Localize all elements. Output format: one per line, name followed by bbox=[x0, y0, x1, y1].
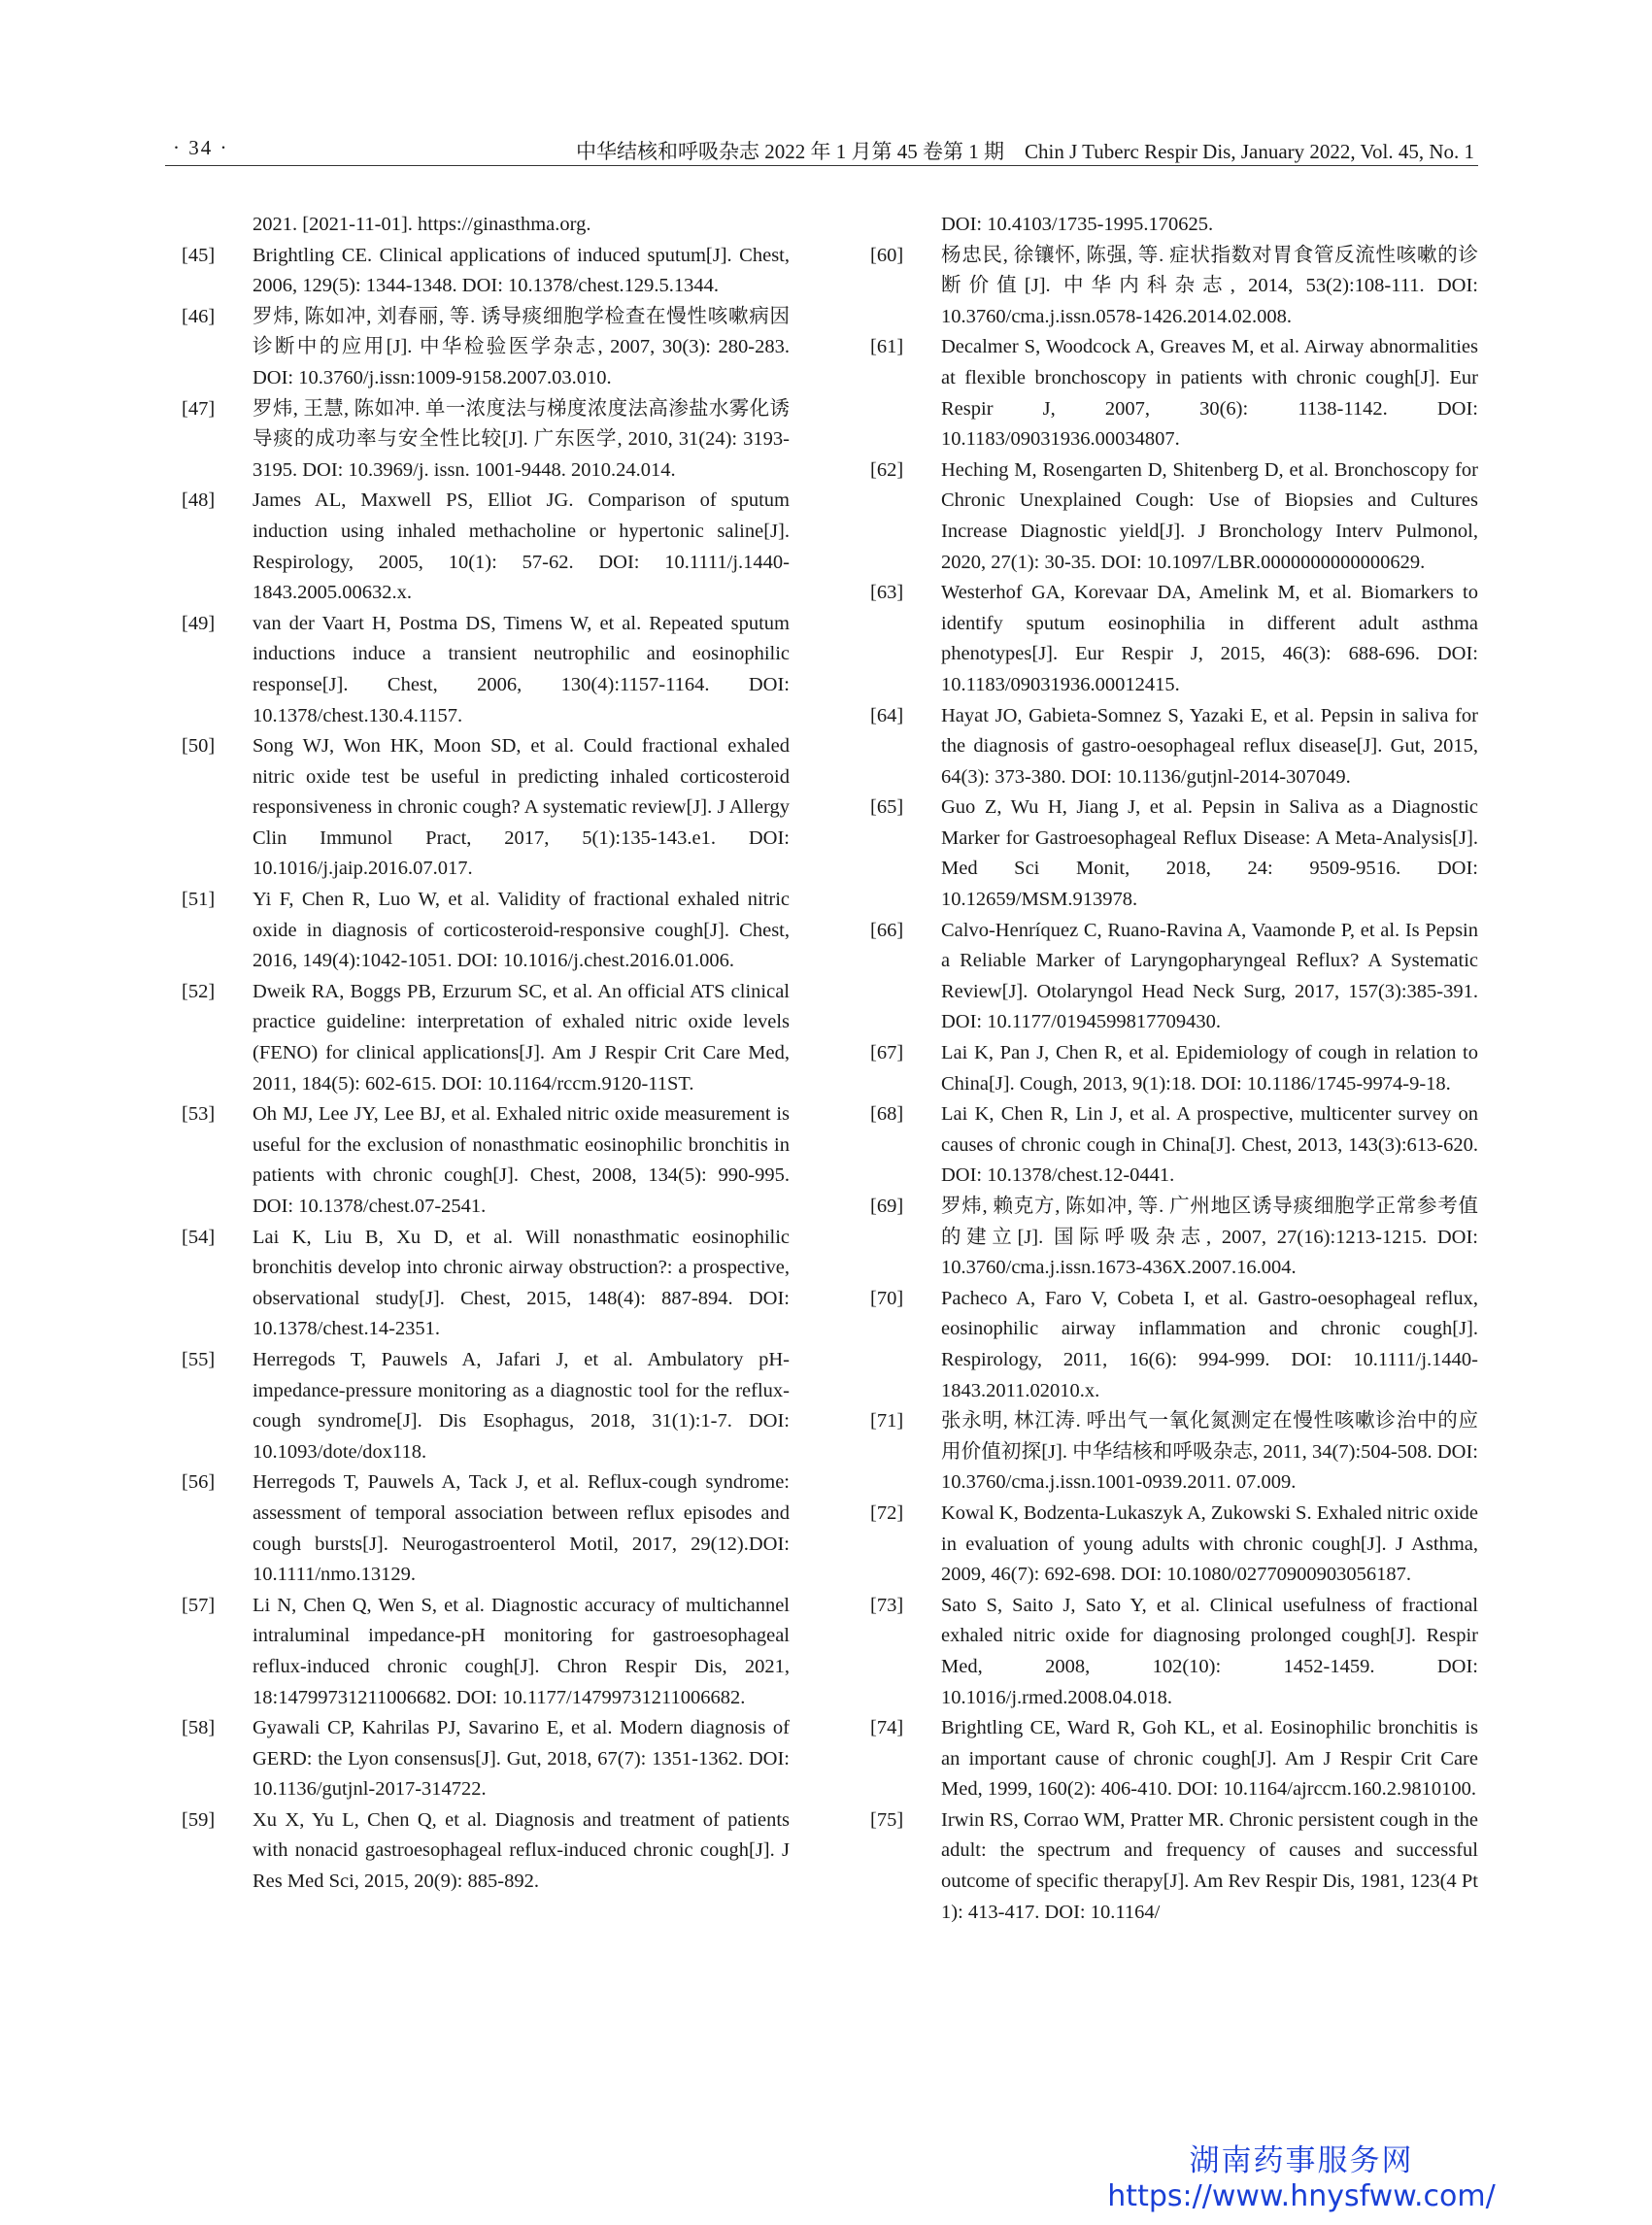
reference-text: Oh MJ, Lee JY, Lee BJ, et al. Exhaled nitric oxide measurement is useful for the exclusion of nonasthmatic eosinophilic bronchitis in patients with chronic cough[J]. Chest, 2008, 134(5): 990-995. DOI: 10.1378/chest.07-2541. bbox=[253, 1103, 790, 1217]
reference-list bbox=[870, 241, 1478, 1929]
reference-text: Sato S, Saito J, Sato Y, et al. Clinical usefulness of fractional exhaled nitric oxide for diagnosing prolonged cough[J]. Respir Med, 2008, 102(10): 1452-1459. DOI: 10.1016/j.rmed.2008.04.018. bbox=[941, 1594, 1478, 1708]
site-watermark bbox=[1097, 2142, 1505, 2214]
reference-number: [61] bbox=[870, 336, 904, 358]
reference-entry bbox=[182, 1345, 790, 1467]
reference-entry bbox=[182, 977, 790, 1099]
reference-entry bbox=[870, 455, 1478, 578]
reference-entry bbox=[870, 241, 1478, 333]
reference-entry bbox=[182, 1467, 790, 1590]
reference-number: [56] bbox=[182, 1471, 216, 1494]
running-header bbox=[165, 132, 1478, 166]
reference-number: [54] bbox=[182, 1226, 216, 1248]
reference-number: [64] bbox=[870, 704, 904, 726]
references-left-column bbox=[182, 210, 790, 1898]
reference-number: [50] bbox=[182, 735, 216, 758]
reference-text: Lai K, Pan J, Chen R, et al. Epidemiology of cough in relation to China[J]. Cough, 2013, 9(1):18. DOI: 10.1186/1745-9974-9-18. bbox=[941, 1042, 1478, 1095]
reference-entry bbox=[182, 1713, 790, 1805]
reference-text: Lai K, Liu B, Xu D, et al. Will nonasthmatic eosinophilic bronchitis develop into chronic airway obstruction?: a prospective, observational study[J]. Chest, 2015, 148(4): 887-894. DOI: 10.1378/chest.14-2351. bbox=[253, 1226, 790, 1340]
reference-number: [66] bbox=[870, 919, 904, 941]
reference-text: Kowal K, Bodzenta-Lukaszyk A, Zukowski S. Exhaled nitric oxide in evaluation of young adults with chronic cough[J]. J Asthma, 2009, 46(7): 692-698. DOI: 10.1080/02770900903056187. bbox=[941, 1501, 1478, 1586]
reference-entry bbox=[870, 1038, 1478, 1099]
reference-entry bbox=[182, 731, 790, 885]
reference-text: Guo Z, Wu H, Jiang J, et al. Pepsin in Saliva as a Diagnostic Marker for Gastroesophageal Reflux Disease: A Meta-Analysis[J]. Med Sci Monit, 2018, 24: 9509-9516. DOI: 10.12659/MSM.913978. bbox=[941, 796, 1478, 911]
reference-entry bbox=[182, 1591, 790, 1713]
reference-text: Herregods T, Pauwels A, Tack J, et al. Reflux-cough syndrome: assessment of temporal association between reflux episodes and cough bursts[J]. Neurogastroenterol Motil, 2017, 29(12).DOI: 10.1111/nmo.13129. bbox=[253, 1471, 790, 1586]
reference-number: [58] bbox=[182, 1717, 216, 1739]
reference-text: 罗炜, 赖克方, 陈如冲, 等. 广州地区诱导痰细胞学正常参考值的建立[J]. 国际呼吸杂志, 2007, 27(16):1213-1215. DOI: 10.3760/cma.j.issn.1673-436X.2007.16.004. bbox=[941, 1196, 1478, 1279]
reference-entry bbox=[870, 1099, 1478, 1192]
reference-entry bbox=[182, 609, 790, 731]
reference-text: Herregods T, Pauwels A, Jafari J, et al. Ambulatory pH-impedance-pressure monitoring as a diagnostic tool for the reflux-cough syndrome[J]. Dis Esophagus, 2018, 31(1):1-7. DOI: 10.1093/dote/dox118. bbox=[253, 1348, 790, 1463]
watermark-site-name: 湖南药事服务网 bbox=[1189, 2143, 1414, 2178]
reference-text: Xu X, Yu L, Chen Q, et al. Diagnosis and treatment of patients with nonacid gastroesophageal reflux-induced chronic cough[J]. J Res Med Sci, 2015, 20(9): 885-892. bbox=[253, 1808, 790, 1893]
reference-number: [48] bbox=[182, 489, 216, 512]
reference-text: 罗炜, 王慧, 陈如冲. 单一浓度法与梯度浓度法高渗盐水雾化诱导痰的成功率与安全性比较[J]. 广东医学, 2010, 31(24): 3193-3195. DOI: 10.3969/j. issn. 1001-9448. 2010.24.014. bbox=[253, 397, 790, 481]
reference-continuation: 2021. [2021-11-01]. https://ginasthma.org. bbox=[253, 214, 591, 235]
reference-number: [57] bbox=[182, 1594, 216, 1616]
reference-number: [70] bbox=[870, 1287, 904, 1309]
reference-text: Heching M, Rosengarten D, Shitenberg D, et al. Bronchoscopy for Chronic Unexplained Cough: Use of Biopsies and Cultures Increase Diagnostic yield[J]. J Bronchology Interv Pulmonol, 2020, 27(1): 30-35. DOI: 10.1097/LBR.0000000000000629. bbox=[941, 458, 1478, 573]
reference-number: [71] bbox=[870, 1410, 904, 1433]
reference-text: Pacheco A, Faro V, Cobeta I, et al. Gastro-oesophageal reflux, eosinophilic airway inflammation and chronic cough[J]. Respirology, 2011, 16(6): 994-999. DOI: 10.1111/j.1440-1843.2011.02010.x. bbox=[941, 1287, 1478, 1401]
reference-number: [67] bbox=[870, 1042, 904, 1064]
reference-entry bbox=[182, 302, 790, 394]
watermark-url[interactable]: https://www.hnysfww.com/ bbox=[1107, 2179, 1496, 2213]
reference-text: Decalmer S, Woodcock A, Greaves M, et al. Airway abnormalities at flexible bronchoscopy in patients with chronic cough[J]. Eur Respir J, 2007, 30(6): 1138-1142. DOI: 10.1183/09031936.00034807. bbox=[941, 336, 1478, 451]
reference-text: Brightling CE, Ward R, Goh KL, et al. Eosinophilic bronchitis is an important cause of chronic cough[J]. Am J Respir Crit Care Med, 1999, 160(2): 406-410. DOI: 10.1164/ajrccm.160.2.9810100. bbox=[941, 1717, 1478, 1801]
reference-text: Li N, Chen Q, Wen S, et al. Diagnostic accuracy of multichannel intraluminal impedance-pH monitoring for gastroesophageal reflux-induced chronic cough[J]. Chron Respir Dis, 2021, 18:14799731211006682. DOI: 10.1177/14799731211006682. bbox=[253, 1594, 790, 1708]
reference-text: 杨忠民, 徐镶怀, 陈强, 等. 症状指数对胃食管反流性咳嗽的诊断价值[J]. 中华内科杂志, 2014, 53(2):108-111. DOI: 10.3760/cma.j.issn.0578-1426.2014.02.008. bbox=[941, 244, 1478, 327]
reference-number: [65] bbox=[870, 796, 904, 819]
reference-number: [62] bbox=[870, 458, 904, 481]
reference-number: [49] bbox=[182, 612, 216, 634]
reference-number: [75] bbox=[870, 1808, 904, 1831]
reference-number: [69] bbox=[870, 1196, 904, 1217]
reference-text: Gyawali CP, Kahrilas PJ, Savarino E, et al. Modern diagnosis of GERD: the Lyon consensus[J]. Gut, 2018, 67(7): 1351-1362. DOI: 10.1136/gutjnl-2017-314722. bbox=[253, 1717, 790, 1801]
reference-number: [60] bbox=[870, 244, 904, 266]
journal-citation-line: 中华结核和呼吸杂志 2022 年 1 月第 45 卷第 1 期 Chin J Tuberc Respir Dis, January 2022, Vol. 45, No. 1 bbox=[576, 140, 1474, 163]
reference-entry bbox=[182, 1805, 790, 1898]
reference-text: Calvo-Henríquez C, Ruano-Ravina A, Vaamonde P, et al. Is Pepsin a Reliable Marker of Laryngopharyngeal Reflux? A Systematic Review[J]. Otolaryngol Head Neck Surg, 2017, 157(3):385-391. DOI: 10.1177/0194599817709430. bbox=[941, 919, 1478, 1033]
reference-number: [72] bbox=[870, 1501, 904, 1524]
reference-entry bbox=[870, 332, 1478, 455]
reference-entry bbox=[182, 486, 790, 608]
references-right-column bbox=[870, 210, 1478, 1928]
reference-text: Brightling CE. Clinical applications of induced sputum[J]. Chest, 2006, 129(5): 1344-1348. DOI: 10.1378/chest.129.5.1344. bbox=[253, 244, 790, 297]
reference-text: van der Vaart H, Postma DS, Timens W, et al. Repeated sputum inductions induce a transient neutrophilic and eosinophilic response[J]. Chest, 2006, 130(4):1157-1164. DOI: 10.1378/chest.130.4.1157. bbox=[253, 612, 790, 726]
reference-continuation: DOI: 10.4103/1735-1995.170625. bbox=[941, 214, 1214, 235]
reference-number: [74] bbox=[870, 1717, 904, 1739]
reference-entry bbox=[182, 1223, 790, 1345]
reference-entry bbox=[182, 241, 790, 302]
reference-text: James AL, Maxwell PS, Elliot JG. Comparison of sputum induction using inhaled methacholine or hypertonic saline[J]. Respirology, 2005, 10(1): 57-62. DOI: 10.1111/j.1440-1843.2005.00632.x. bbox=[253, 489, 790, 604]
reference-entry bbox=[870, 1284, 1478, 1406]
page-number: · 34 · bbox=[173, 136, 229, 159]
reference-number: [47] bbox=[182, 397, 216, 420]
reference-text: 张永明, 林江涛. 呼出气一氧化氮测定在慢性咳嗽诊治中的应用价值初探[J]. 中华结核和呼吸杂志, 2011, 34(7):504-508. DOI: 10.3760/cma.j.issn.1001-0939.2011. 07.009. bbox=[941, 1410, 1478, 1494]
reference-text: Song WJ, Won HK, Moon SD, et al. Could fractional exhaled nitric oxide test be useful in predicting inhaled corticosteroid responsiveness in chronic cough? A systematic review[J]. J Allergy Clin Immunol Pract, 2017, 5(1):135-143.e1. DOI: 10.1016/j.jaip.2016.07.017. bbox=[253, 735, 790, 880]
reference-entry bbox=[870, 578, 1478, 700]
reference-entry bbox=[870, 701, 1478, 793]
reference-text: 罗炜, 陈如冲, 刘春丽, 等. 诱导痰细胞学检查在慢性咳嗽病因诊断中的应用[J]. 中华检验医学杂志, 2007, 30(3): 280-283. DOI: 10.3760/j.issn:1009-9158.2007.03.010. bbox=[253, 305, 790, 388]
reference-text: Dweik RA, Boggs PB, Erzurum SC, et al. An official ATS clinical practice guideline: interpretation of exhaled nitric oxide levels (FENO) for clinical applications[J]. Am J Respir Crit Care Med, 2011, 184(5): 602-615. DOI: 10.1164/rccm.9120-11ST. bbox=[253, 980, 790, 1095]
reference-list bbox=[182, 241, 790, 1898]
reference-number: [59] bbox=[182, 1808, 216, 1831]
reference-number: [45] bbox=[182, 244, 216, 266]
reference-number: [46] bbox=[182, 305, 216, 327]
reference-entry bbox=[870, 1805, 1478, 1928]
reference-entry bbox=[870, 1406, 1478, 1499]
reference-entry bbox=[870, 1499, 1478, 1591]
reference-number: [55] bbox=[182, 1348, 216, 1370]
reference-entry bbox=[182, 885, 790, 977]
reference-number: [52] bbox=[182, 980, 216, 1002]
reference-text: Yi F, Chen R, Luo W, et al. Validity of fractional exhaled nitric oxide in diagnosis of corticosteroid-responsive cough[J]. Chest, 2016, 149(4):1042-1051. DOI: 10.1016/j.chest.2016.01.006. bbox=[253, 889, 790, 972]
reference-text: Westerhof GA, Korevaar DA, Amelink M, et al. Biomarkers to identify sputum eosinophilia in different adult asthma phenotypes[J]. Eur Respir J, 2015, 46(3): 688-696. DOI: 10.1183/09031936.00012415. bbox=[941, 582, 1478, 695]
reference-number: [51] bbox=[182, 889, 216, 911]
reference-entry bbox=[182, 1099, 790, 1222]
reference-text: Irwin RS, Corrao WM, Pratter MR. Chronic persistent cough in the adult: the spectrum and frequency of causes and successful outcome of specific therapy[J]. Am Rev Respir Dis, 1981, 123(4 Pt 1): 413-417. DOI: 10.1164/ bbox=[941, 1808, 1478, 1923]
reference-text: Lai K, Chen R, Lin J, et al. A prospective, multicenter survey on causes of chronic cough in China[J]. Chest, 2013, 143(3):613-620. DOI: 10.1378/chest.12-0441. bbox=[941, 1103, 1478, 1187]
reference-entry bbox=[870, 792, 1478, 915]
reference-text: Hayat JO, Gabieta-Somnez S, Yazaki E, et al. Pepsin in saliva for the diagnosis of gastro-oesophageal reflux disease[J]. Gut, 2015, 64(3): 373-380. DOI: 10.1136/gutjnl-2014-307049. bbox=[941, 704, 1478, 788]
reference-number: [53] bbox=[182, 1103, 216, 1126]
reference-number: [73] bbox=[870, 1594, 904, 1616]
reference-entry bbox=[870, 916, 1478, 1038]
reference-number: [63] bbox=[870, 582, 904, 604]
reference-entry bbox=[870, 1192, 1478, 1284]
reference-entry bbox=[870, 1713, 1478, 1805]
reference-entry bbox=[870, 1591, 1478, 1713]
reference-entry bbox=[182, 394, 790, 487]
reference-number: [68] bbox=[870, 1103, 904, 1126]
